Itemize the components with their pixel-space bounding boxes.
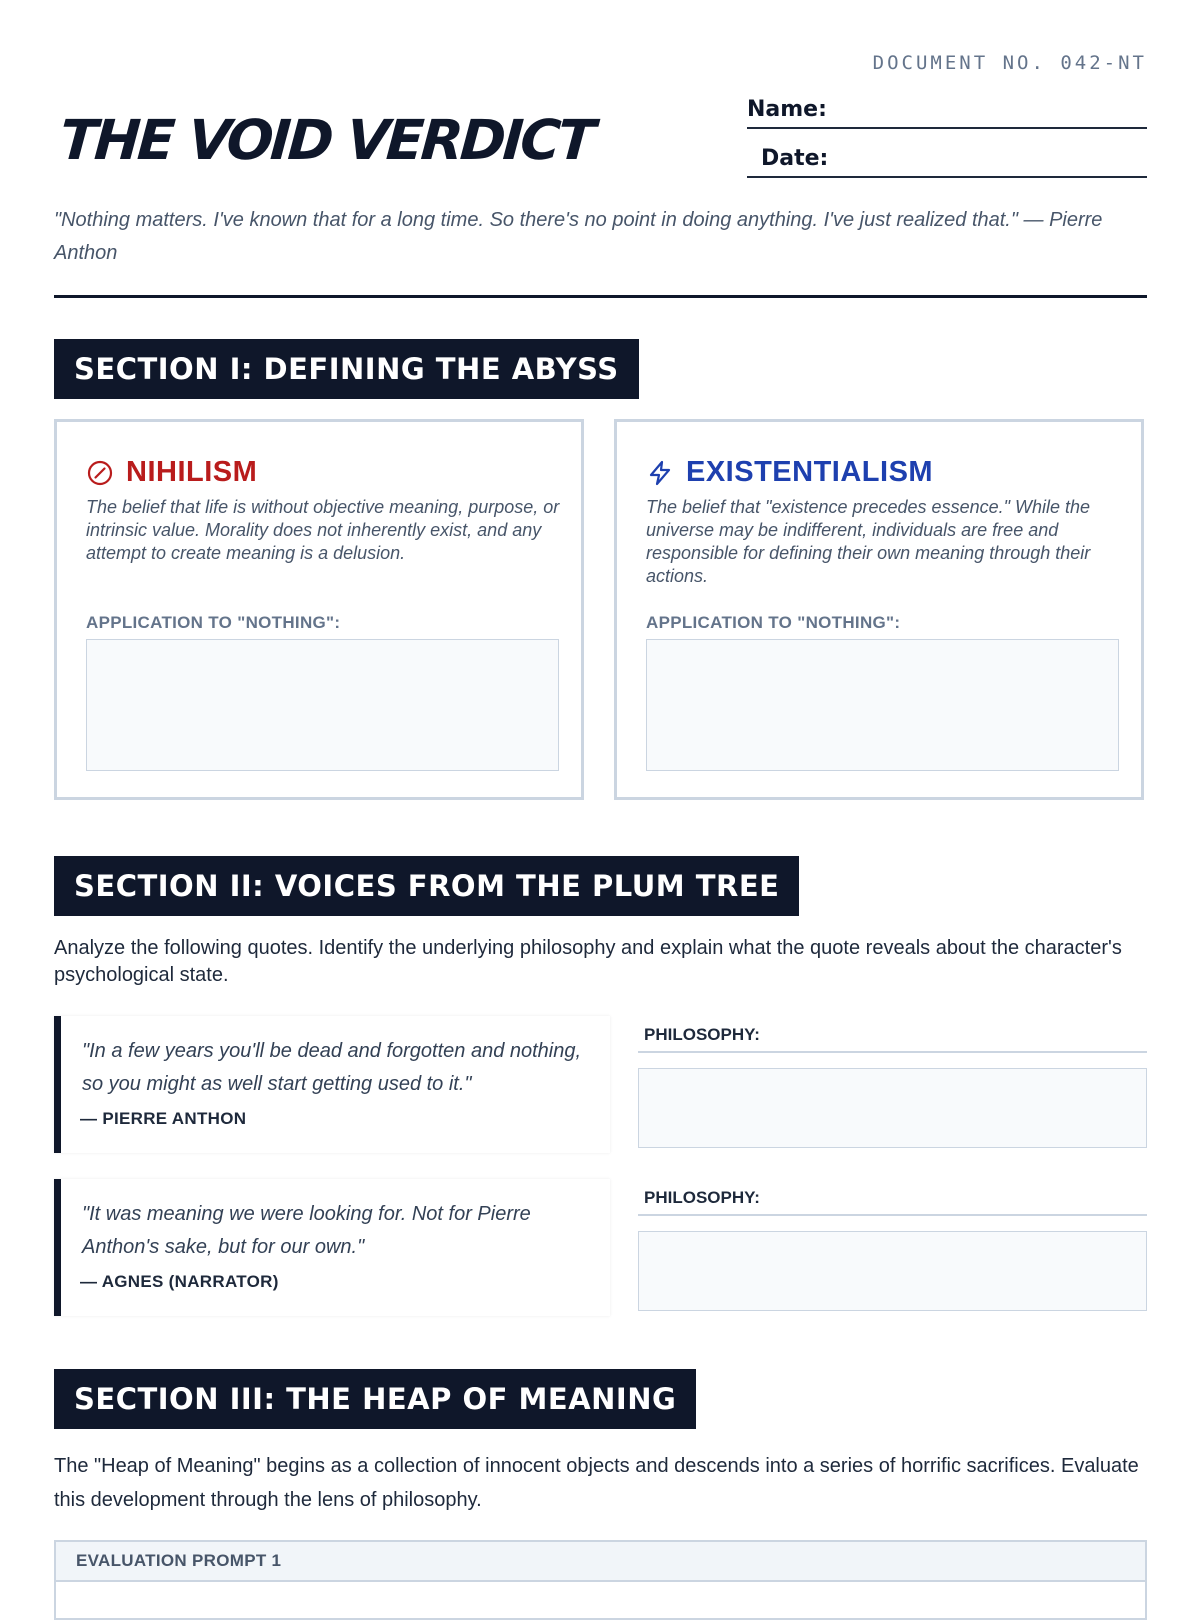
quote-author: — AGNES (NARRATOR) <box>80 1272 279 1291</box>
section-3-instructions: The "Heap of Meaning" begins as a collection of innocent objects and descends into a series of horrific sacrifices. Evaluate this development through the lens of philosophy. <box>54 1455 1139 1511</box>
philosophy-answer-box[interactable] <box>638 1231 1147 1311</box>
philosophy-answer-box[interactable] <box>638 1068 1147 1148</box>
name-field[interactable] <box>747 93 1147 129</box>
nihilism-application-answer[interactable] <box>86 639 559 771</box>
name-label: Name: <box>747 97 827 122</box>
existentialism-application-label: APPLICATION TO "NOTHING": <box>646 613 901 632</box>
evaluation-prompt-label: EVALUATION PROMPT 1 <box>56 1542 1145 1582</box>
existentialism-application-answer[interactable] <box>646 639 1119 771</box>
philosophy-response <box>638 1179 1147 1311</box>
quote-text: "In a few years you'll be dead and forgotten and nothing, so you might as well start getting used to it." <box>82 1040 582 1095</box>
philosophy-label: PHILOSOPHY: <box>638 1179 1147 1216</box>
quote-author: — PIERRE ANTHON <box>80 1109 247 1128</box>
forbidden-circle-icon <box>86 459 114 487</box>
section-3-heading: SECTION III: THE HEAP OF MEANING <box>54 1369 696 1429</box>
evaluation-prompt-box <box>54 1540 1147 1620</box>
nihilism-title: NIHILISM <box>126 456 258 488</box>
header-divider <box>54 295 1147 298</box>
document-number: DOCUMENT NO. 042-NT <box>872 52 1147 74</box>
philosophy-response <box>638 1016 1147 1148</box>
nihilism-card <box>54 419 584 800</box>
philosophy-label: PHILOSOPHY: <box>638 1016 1147 1053</box>
existentialism-definition: The belief that "existence precedes essence." While the universe may be indifferent, individuals are free and responsible for defining their own meaning through their actions. <box>646 497 1091 586</box>
nihilism-application-label: APPLICATION TO "NOTHING": <box>86 613 341 632</box>
nihilism-definition: The belief that life is without objective meaning, purpose, or intrinsic value. Morality does not inherently exist, and any attempt to create meaning is a delusion. <box>86 497 560 563</box>
epigraph-quote: "Nothing matters. I've known that for a long time. So there's no point in doing anything. I've just realized that." — Pierre Anthon <box>54 209 1103 264</box>
section-2-instructions: Analyze the following quotes. Identify the underlying philosophy and explain what the quote reveals about the character's psychological state. <box>54 937 1122 986</box>
section-2-heading: SECTION II: VOICES FROM THE PLUM TREE <box>54 856 799 916</box>
date-field[interactable] <box>747 142 1147 178</box>
lightning-bolt-icon <box>646 459 674 487</box>
existentialism-title-row <box>646 456 933 489</box>
page-title: THE VOID VERDICT <box>57 108 595 172</box>
existentialism-title: EXISTENTIALISM <box>686 456 934 488</box>
date-label: Date: <box>761 146 829 171</box>
nihilism-title-row <box>86 456 257 489</box>
quote-text: "It was meaning we were looking for. Not for Pierre Anthon's sake, but for our own." <box>82 1203 531 1258</box>
existentialism-card <box>614 419 1144 800</box>
section-1-heading: SECTION I: DEFINING THE ABYSS <box>54 339 639 399</box>
quote-card <box>54 1016 610 1153</box>
quote-card <box>54 1179 610 1316</box>
